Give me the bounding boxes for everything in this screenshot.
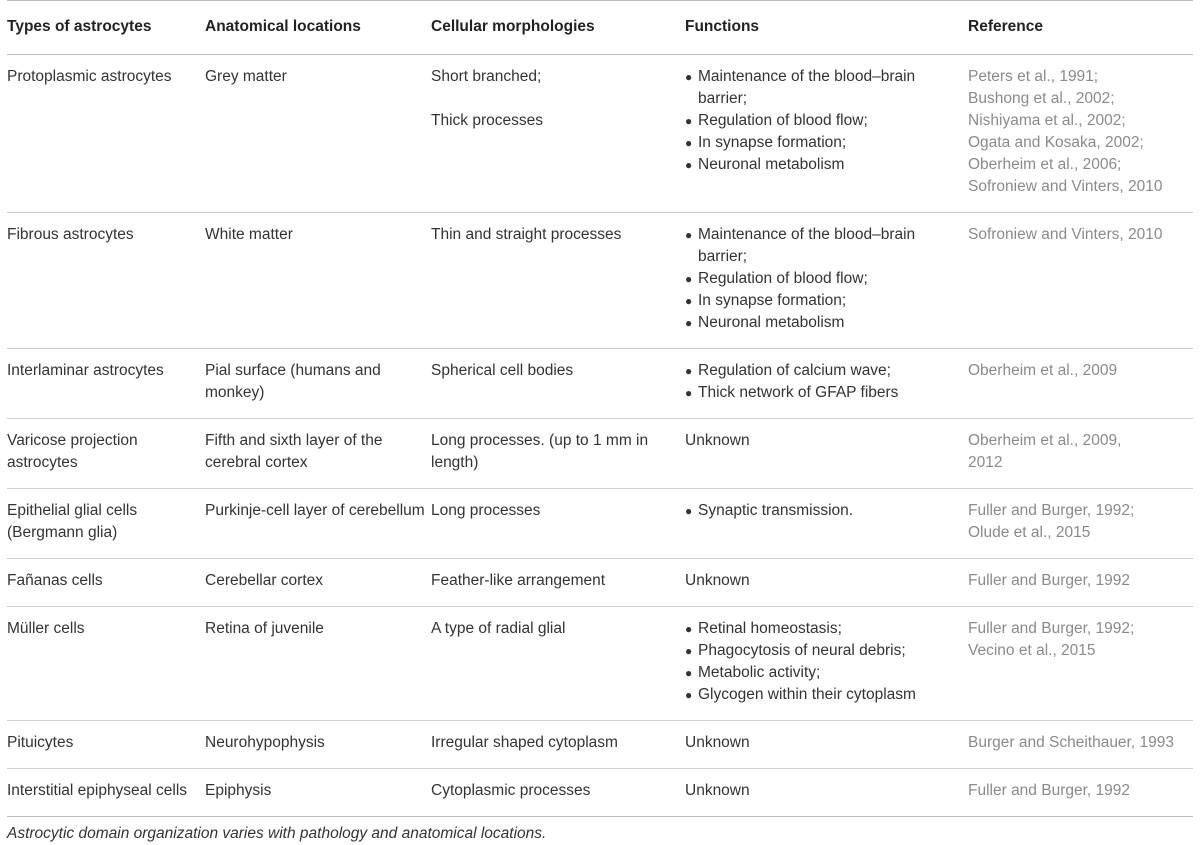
cell-morphology — [431, 419, 685, 489]
header-location: Anatomical locations — [205, 1, 431, 55]
cell-reference — [968, 607, 1193, 721]
reference-link[interactable]: Peters et al., 1991; — [968, 68, 1099, 85]
reference-link[interactable]: Oberheim et al., 2006; — [968, 156, 1122, 173]
bullet-icon: ● — [685, 386, 693, 400]
table-row — [7, 419, 1193, 489]
cell-reference — [968, 213, 1193, 349]
function-item — [685, 312, 968, 334]
function-text: Unknown — [685, 782, 750, 799]
table-row — [7, 489, 1193, 559]
table-header-row — [7, 1, 1193, 55]
bullet-icon: ● — [685, 228, 693, 242]
bullet-icon: ● — [685, 644, 693, 658]
header-functions: Functions — [685, 1, 968, 55]
bullet-icon: ● — [685, 504, 693, 518]
table-row — [7, 607, 1193, 721]
cell-morphology — [431, 769, 685, 817]
reference-link[interactable]: Fuller and Burger, 1992 — [968, 782, 1130, 799]
reference-link[interactable]: Bushong et al., 2002; — [968, 90, 1115, 107]
cell-reference — [968, 489, 1193, 559]
cell-type: Protoplasmic astrocytes — [7, 55, 205, 213]
cell-functions — [685, 419, 968, 489]
cell-functions — [685, 721, 968, 769]
function-text: Regulation of calcium wave; — [698, 362, 891, 379]
astrocyte-types-table — [7, 0, 1193, 817]
cell-location: Fifth and sixth layer of the cerebral cortex — [205, 419, 431, 489]
reference-link[interactable]: Fuller and Burger, 1992; — [968, 620, 1135, 637]
function-item — [685, 66, 968, 110]
morphology-line: Short branched; — [431, 68, 542, 85]
bullet-icon: ● — [685, 114, 693, 128]
cell-functions — [685, 607, 968, 721]
reference-link[interactable]: Olude et al., 2015 — [968, 524, 1091, 541]
function-item — [685, 224, 968, 268]
cell-morphology — [431, 559, 685, 607]
reference-link[interactable]: Burger and Scheithauer, 1993 — [968, 734, 1174, 751]
bullet-icon: ● — [685, 272, 693, 286]
cell-morphology — [431, 607, 685, 721]
morphology-spacer — [431, 88, 685, 110]
reference-link[interactable]: Sofroniew and Vinters, 2010 — [968, 226, 1163, 243]
function-item — [685, 268, 968, 290]
cell-morphology — [431, 489, 685, 559]
function-text: Phagocytosis of neural debris; — [698, 642, 906, 659]
cell-type: Müller cells — [7, 607, 205, 721]
function-item — [685, 132, 968, 154]
function-item — [685, 360, 968, 382]
bullet-icon: ● — [685, 158, 693, 172]
cell-location: Epiphysis — [205, 769, 431, 817]
cell-morphology — [431, 721, 685, 769]
function-text: In synapse formation; — [698, 134, 847, 151]
functions-list — [685, 360, 968, 404]
function-text: Unknown — [685, 432, 750, 449]
function-text: Maintenance of the blood–brain barrier; — [698, 226, 916, 265]
bullet-icon: ● — [685, 688, 693, 702]
reference-link[interactable]: Ogata and Kosaka, 2002; — [968, 134, 1144, 151]
cell-reference — [968, 721, 1193, 769]
reference-link[interactable]: Nishiyama et al., 2002; — [968, 112, 1126, 129]
cell-morphology — [431, 55, 685, 213]
cell-type: Epithelial glial cells (Bergmann glia) — [7, 489, 205, 559]
table-row — [7, 769, 1193, 817]
header-reference: Reference — [968, 1, 1193, 55]
morphology-line: Long processes — [431, 502, 541, 519]
functions-list — [685, 66, 968, 176]
reference-link[interactable]: Fuller and Burger, 1992; — [968, 502, 1135, 519]
cell-reference — [968, 559, 1193, 607]
cell-functions — [685, 489, 968, 559]
function-text: Regulation of blood flow; — [698, 270, 868, 287]
reference-link[interactable]: Fuller and Burger, 1992 — [968, 572, 1130, 589]
function-text: Neuronal metabolism — [698, 156, 845, 173]
bullet-icon: ● — [685, 316, 693, 330]
cell-location: White matter — [205, 213, 431, 349]
function-text: Maintenance of the blood–brain barrier; — [698, 68, 916, 107]
morphology-line: Long processes. (up to 1 mm in length) — [431, 432, 649, 471]
function-text: Synaptic transmission. — [698, 502, 854, 519]
cell-location: Retina of juvenile — [205, 607, 431, 721]
morphology-line: A type of radial glial — [431, 620, 566, 637]
cell-location: Grey matter — [205, 55, 431, 213]
header-morphology: Cellular morphologies — [431, 1, 685, 55]
cell-type: Interlaminar astrocytes — [7, 349, 205, 419]
table-footnote: Astrocytic domain organization varies with pathology and anatomical locations. — [7, 825, 547, 842]
functions-list — [685, 618, 968, 706]
function-item — [685, 382, 968, 404]
function-text: Metabolic activity; — [698, 664, 821, 681]
cell-location: Purkinje-cell layer of cerebellum — [205, 489, 431, 559]
cell-location: Cerebellar cortex — [205, 559, 431, 607]
cell-functions — [685, 559, 968, 607]
reference-link[interactable]: Oberheim et al., 2009 — [968, 362, 1118, 379]
morphology-line: Cytoplasmic processes — [431, 782, 591, 799]
cell-location: Neurohypophysis — [205, 721, 431, 769]
cell-reference — [968, 55, 1193, 213]
cell-type: Interstitial epiphyseal cells — [7, 769, 205, 817]
function-item — [685, 684, 968, 706]
function-item — [685, 662, 968, 684]
cell-functions — [685, 213, 968, 349]
functions-list — [685, 224, 968, 334]
cell-location: Pial surface (humans and monkey) — [205, 349, 431, 419]
bullet-icon: ● — [685, 136, 693, 150]
function-text: Unknown — [685, 734, 750, 751]
table-row — [7, 721, 1193, 769]
bullet-icon: ● — [685, 666, 693, 680]
function-item — [685, 110, 968, 132]
morphology-line: Thick processes — [431, 112, 543, 129]
function-text: Thick network of GFAP fibers — [698, 384, 899, 401]
reference-link[interactable]: 2012 — [968, 454, 1003, 471]
cell-functions — [685, 55, 968, 213]
bullet-icon: ● — [685, 622, 693, 636]
cell-type: Fañanas cells — [7, 559, 205, 607]
reference-link[interactable]: Sofroniew and Vinters, 2010 — [968, 178, 1163, 195]
bullet-icon: ● — [685, 70, 693, 84]
cell-type: Fibrous astrocytes — [7, 213, 205, 349]
cell-reference — [968, 419, 1193, 489]
function-item — [685, 618, 968, 640]
cell-reference — [968, 769, 1193, 817]
function-text: Unknown — [685, 572, 750, 589]
table-body — [7, 55, 1193, 817]
cell-morphology — [431, 349, 685, 419]
table-row — [7, 349, 1193, 419]
cell-reference — [968, 349, 1193, 419]
cell-type: Varicose projection astrocytes — [7, 419, 205, 489]
function-item — [685, 154, 968, 176]
function-item — [685, 640, 968, 662]
bullet-icon: ● — [685, 294, 693, 308]
functions-list — [685, 500, 968, 522]
cell-type: Pituicytes — [7, 721, 205, 769]
function-item — [685, 290, 968, 312]
cell-functions — [685, 769, 968, 817]
header-type: Types of astrocytes — [7, 1, 205, 55]
function-text: In synapse formation; — [698, 292, 847, 309]
function-text: Regulation of blood flow; — [698, 112, 868, 129]
table-row — [7, 559, 1193, 607]
morphology-line: Feather-like arrangement — [431, 572, 606, 589]
function-text: Neuronal metabolism — [698, 314, 845, 331]
function-text: Glycogen within their cytoplasm — [698, 686, 916, 703]
table-row — [7, 55, 1193, 213]
morphology-line: Irregular shaped cytoplasm — [431, 734, 618, 751]
reference-link[interactable]: Vecino et al., 2015 — [968, 642, 1096, 659]
bullet-icon: ● — [685, 364, 693, 378]
table-row — [7, 213, 1193, 349]
cell-morphology — [431, 213, 685, 349]
morphology-line: Spherical cell bodies — [431, 362, 574, 379]
function-text: Retinal homeostasis; — [698, 620, 842, 637]
function-item — [685, 500, 968, 522]
reference-link[interactable]: Oberheim et al., 2009, — [968, 432, 1122, 449]
morphology-line: Thin and straight processes — [431, 226, 622, 243]
cell-functions — [685, 349, 968, 419]
